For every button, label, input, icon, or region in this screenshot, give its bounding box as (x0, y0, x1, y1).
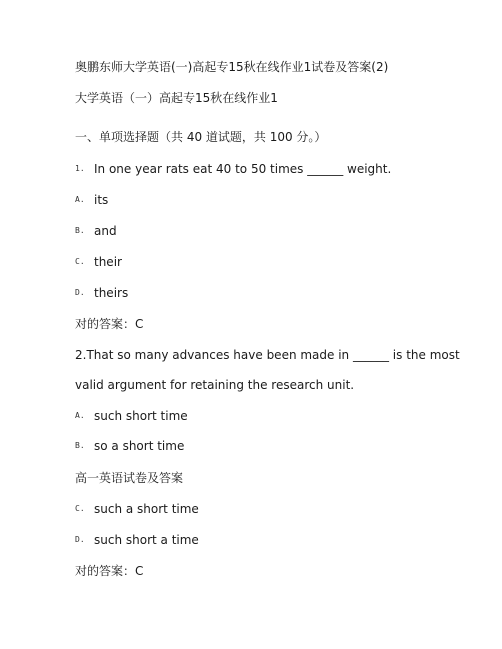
document-subtitle: 大学英语（一）高起专15秋在线作业1 (75, 91, 278, 105)
question-1-option-b-letter: B. (75, 226, 85, 235)
question-2-option-c-text: such a short time (94, 502, 199, 516)
question-1-number: 1. (75, 164, 85, 173)
question-2-option-a-text: such short time (94, 409, 188, 423)
question-2-text-line-1: 2.That so many advances have been made in ______ is the most (75, 348, 460, 362)
question-1-answer: 对的答案：C (75, 317, 144, 331)
question-2-option-c-letter: C. (75, 504, 85, 513)
question-1-option-d-letter: D. (75, 288, 85, 297)
document-title: 奥鹏东师大学英语(一)高起专15秋在线作业1试卷及答案(2) (75, 60, 389, 74)
question-1-text: In one year rats eat 40 to 50 times ______ weight. (94, 162, 392, 176)
question-2-text-line-2: valid argument for retaining the research unit. (75, 378, 355, 392)
section-heading: 一、单项选择题（共 40 道试题，共 100 分。） (75, 130, 327, 144)
interjection-heading: 高一英语试卷及答案 (75, 471, 184, 485)
question-2-answer: 对的答案：C (75, 564, 144, 578)
question-1-option-b-text: and (94, 224, 117, 238)
question-2-option-b-letter: B. (75, 441, 85, 450)
question-1-option-c-text: their (94, 255, 122, 269)
question-1-option-a-letter: A. (75, 195, 85, 204)
question-1-option-d-text: theirs (94, 286, 129, 300)
question-1-option-a-text: its (94, 193, 109, 207)
question-2-option-a-letter: A. (75, 411, 85, 420)
question-2-option-d-text: such short a time (94, 533, 199, 547)
question-2-option-d-letter: D. (75, 535, 85, 544)
question-2-option-b-text: so a short time (94, 439, 185, 453)
question-1-option-c-letter: C. (75, 257, 85, 266)
